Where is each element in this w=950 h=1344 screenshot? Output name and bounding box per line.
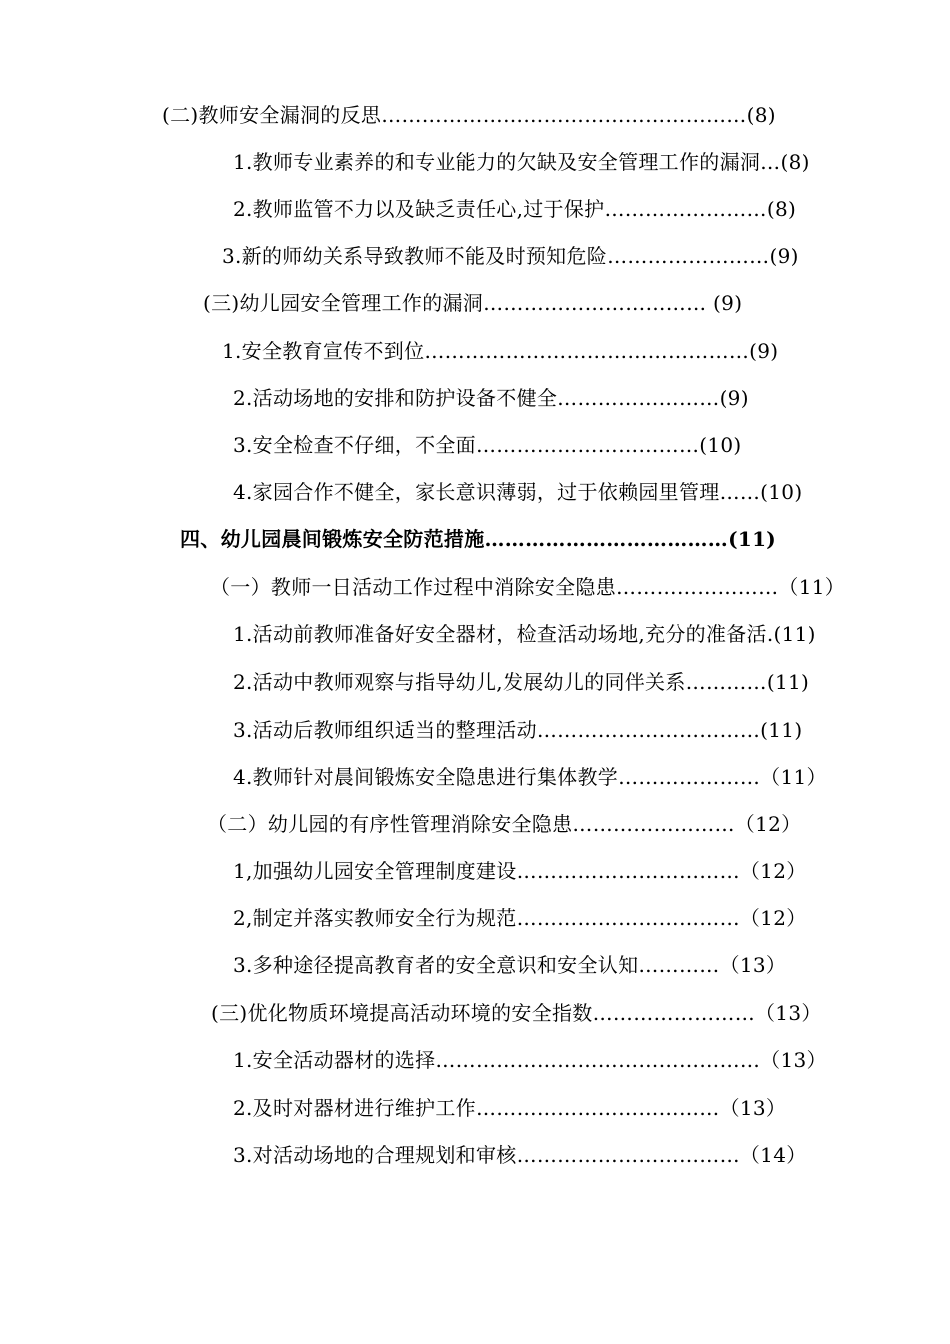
toc-entry-item: 4.教师针对晨间锻炼安全隐患进行集体教学…………………（11） — [233, 765, 827, 789]
toc-entry-item: 1.活动前教师准备好安全器材，检查活动场地,充分的准备活.(11) — [233, 622, 816, 646]
toc-entry-section-2-2: (二)教师安全漏洞的反思………………………………………………(8) — [162, 103, 776, 127]
toc-entry-item: 1.安全教育宣传不到位…………………………………………(9) — [222, 339, 779, 363]
toc-entry-section-2-3: (三)幼儿园安全管理工作的漏洞…………………………… (9) — [203, 291, 743, 315]
toc-entry-section-4-2: （二）幼儿园的有序性管理消除安全隐患……………………（12） — [207, 812, 802, 836]
toc-entry-chapter-4: 四、幼儿园晨间锻炼安全防范措施………………………………(11) — [180, 527, 777, 551]
toc-entry-item: 3.活动后教师组织适当的整理活动……………………………(11) — [233, 718, 803, 742]
toc-entry-item: 1.安全活动器材的选择…………………………………………（13） — [233, 1048, 827, 1072]
toc-entry-item: 2,制定并落实教师安全行为规范……………………………（12） — [233, 906, 807, 930]
toc-entry-item: 3.多种途径提高教育者的安全意识和安全认知…………（13） — [233, 953, 787, 977]
toc-entry-item: 4.家园合作不健全，家长意识薄弱，过于依赖园里管理……(10) — [233, 480, 803, 504]
toc-entry-item: 3.对活动场地的合理规划和审核……………………………（14） — [233, 1143, 807, 1167]
toc-entry-section-4-1: （一）教师一日活动工作过程中消除安全隐患……………………（11） — [210, 575, 846, 599]
toc-entry-item: 3.安全检查不仔细，不全面……………………………(10) — [233, 433, 742, 457]
toc-entry-item: 1,加强幼儿园安全管理制度建设……………………………（12） — [233, 859, 807, 883]
toc-entry-item: 1.教师专业素养的和专业能力的欠缺及安全管理工作的漏洞…(8) — [233, 150, 810, 174]
toc-entry-item: 2.及时对器材进行维护工作………………………………（13） — [233, 1096, 787, 1120]
toc-entry-item: 2.活动场地的安排和防护设备不健全……………………(9) — [233, 386, 749, 410]
toc-entry-item: 2.活动中教师观察与指导幼儿,发展幼儿的同伴关系…………(11) — [233, 670, 810, 694]
toc-entry-item: 2.教师监管不力以及缺乏责任心,过于保护……………………(8) — [233, 197, 797, 221]
toc-entry-section-4-3: (三)优化物质环境提高活动环境的安全指数……………………（13） — [211, 1001, 822, 1025]
toc-entry-item: 3.新的师幼关系导致教师不能及时预知危险……………………(9) — [222, 244, 799, 268]
